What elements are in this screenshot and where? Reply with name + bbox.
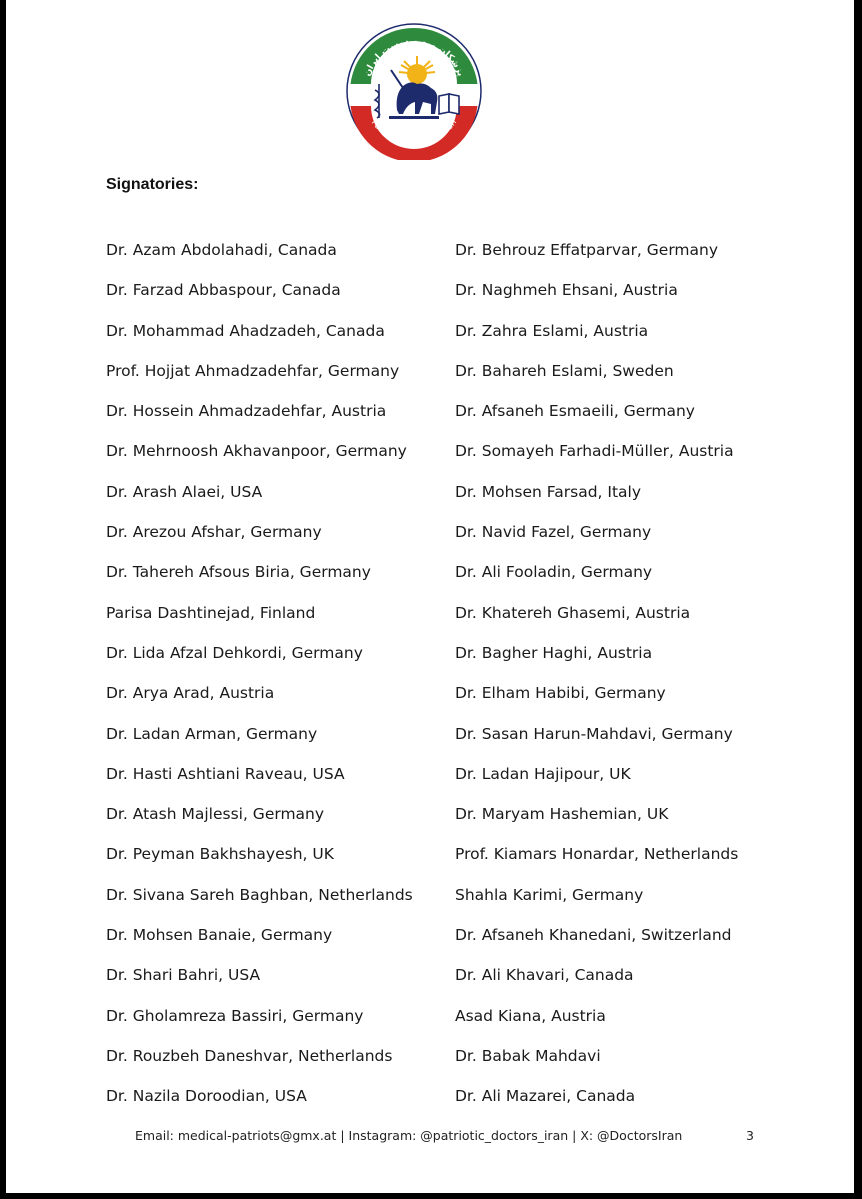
- signatory-entry: Dr. Babak Mahdavi: [455, 1046, 601, 1065]
- signatories-left-column: [106, 238, 413, 1125]
- signatory-entry: Dr. Ali Khavari, Canada: [455, 966, 634, 985]
- signatories-heading: Signatories:: [106, 176, 199, 193]
- signatory-entry: Dr. Ali Mazarei, Canada: [455, 1087, 636, 1106]
- signatory-entry: Dr. Bagher Haghi, Austria: [455, 643, 653, 662]
- signatory-entry: Dr. Gholamreza Bassiri, Germany: [106, 1006, 364, 1025]
- logo-arc-text-bottom: Patriotic Doctors of Iran: [368, 117, 460, 149]
- document-page: [6, 0, 854, 1193]
- patriotic-doctors-logo: [345, 22, 483, 160]
- signatory-entry: Dr. Sivana Sareh Baghban, Netherlands: [106, 885, 413, 904]
- signatory-entry: Dr. Khatereh Ghasemi, Austria: [455, 603, 691, 622]
- signatory-entry: Dr. Arezou Afshar, Germany: [106, 523, 322, 542]
- signatory-entry: Dr. Hossein Ahmadzadehfar, Austria: [106, 402, 387, 421]
- signatory-entry: Dr. Navid Fazel, Germany: [455, 523, 652, 542]
- signatory-entry: Dr. Nazila Doroodian, USA: [106, 1087, 307, 1106]
- signatory-entry: Dr. Hasti Ashtiani Raveau, USA: [106, 764, 345, 783]
- signatory-entry: Dr. Peyman Bakhshayesh, UK: [106, 845, 334, 864]
- signatory-entry: Dr. Maryam Hashemian, UK: [455, 805, 669, 824]
- signatory-entry: Parisa Dashtinejad, Finland: [106, 603, 316, 622]
- signatory-entry: Prof. Hojjat Ahmadzadehfar, Germany: [106, 361, 400, 380]
- signatory-entry: Dr. Azam Abdolahadi, Canada: [106, 241, 337, 259]
- signatory-entry: Dr. Behrouz Effatparvar, Germany: [455, 241, 719, 259]
- page-number: 3: [746, 1128, 754, 1143]
- signatory-entry: Dr. Tahereh Afsous Biria, Germany: [106, 563, 371, 582]
- signatory-entry: Dr. Mohsen Farsad, Italy: [455, 482, 642, 501]
- signatory-entry: Dr. Ladan Arman, Germany: [106, 724, 318, 743]
- signatory-entry: Dr. Rouzbeh Daneshvar, Netherlands: [106, 1046, 393, 1065]
- signatory-entry: Dr. Arya Arad, Austria: [106, 684, 275, 703]
- signatory-entry: Prof. Kiamars Honardar, Netherlands: [455, 845, 739, 864]
- logo-arc-text-top: پزشکان میهن دوست ایران: [362, 36, 466, 78]
- signatory-entry: Dr. Elham Habibi, Germany: [455, 684, 666, 703]
- signatory-entry: Dr. Zahra Eslami, Austria: [455, 321, 649, 340]
- signatory-entry: Dr. Mehrnoosh Akhavanpoor, Germany: [106, 442, 407, 461]
- signatory-entry: Dr. Afsaneh Esmaeili, Germany: [455, 402, 695, 421]
- signatory-entry: Dr. Sasan Harun-Mahdavi, Germany: [455, 724, 733, 743]
- signatory-entry: Dr. Ladan Hajipour, UK: [455, 764, 631, 783]
- signatory-entry: Shahla Karimi, Germany: [455, 885, 644, 904]
- signatory-entry: Dr. Ali Fooladin, Germany: [455, 563, 653, 582]
- book-icon: [439, 94, 459, 114]
- footer-contact: Email: medical-patriots@gmx.at | Instagram: @patriotic_doctors_iran | X: @DoctorsIran: [135, 1128, 683, 1143]
- signatories-right-column: [455, 238, 738, 1125]
- signatory-entry: Dr. Atash Majlessi, Germany: [106, 805, 325, 824]
- signatory-entry: Dr. Afsaneh Khanedani, Switzerland: [455, 926, 732, 945]
- signatory-entry: Dr. Bahareh Eslami, Sweden: [455, 361, 674, 380]
- signatory-entry: Dr. Farzad Abbaspour, Canada: [106, 281, 341, 300]
- signatory-entry: Dr. Arash Alaei, USA: [106, 482, 263, 501]
- signatory-entry: Dr. Mohsen Banaie, Germany: [106, 926, 333, 945]
- signatory-entry: Dr. Lida Afzal Dehkordi, Germany: [106, 643, 363, 662]
- signatory-entry: Dr. Shari Bahri, USA: [106, 966, 261, 985]
- signatory-entry: Dr. Somayeh Farhadi-Müller, Austria: [455, 442, 734, 461]
- signatory-entry: Dr. Mohammad Ahadzadeh, Canada: [106, 321, 385, 340]
- signatory-entry: Asad Kiana, Austria: [455, 1006, 606, 1025]
- signatory-entry: Dr. Naghmeh Ehsani, Austria: [455, 281, 678, 300]
